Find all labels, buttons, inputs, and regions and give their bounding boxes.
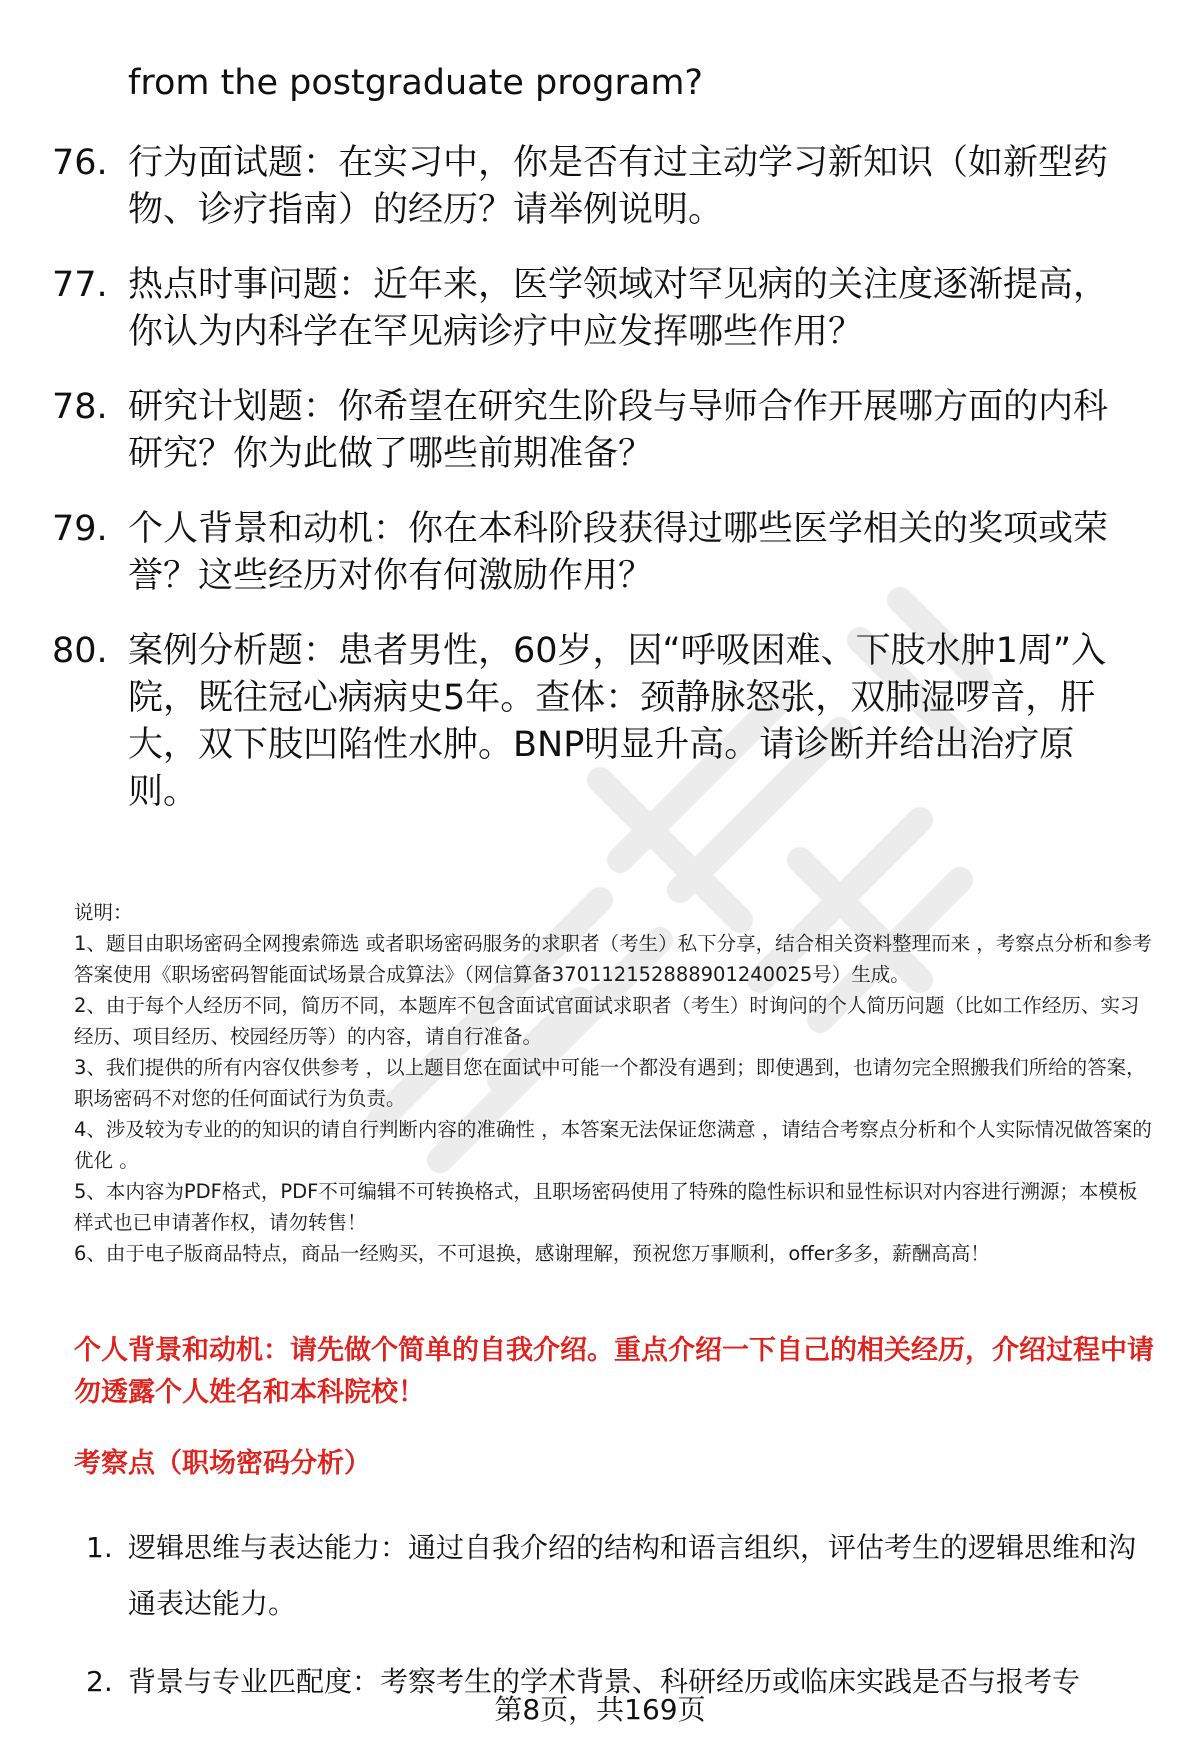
- notes-title: 说明：: [74, 901, 133, 924]
- question-number: 77.: [52, 265, 108, 305]
- question-item: [0, 384, 1200, 478]
- continued-question-text: from the postgraduate program?: [128, 63, 703, 103]
- point-text: 逻辑思维与表达能力：通过自我介绍的结构和语言组织，评估考生的逻辑思维和沟通表达能力。: [128, 1531, 1137, 1620]
- point-number: 1.: [86, 1531, 113, 1564]
- page-footer: 第8页，共169页: [494, 1693, 706, 1726]
- question-text: 行为面试题：在实习中，你是否有过主动学习新知识（如新型药物、诊疗指南）的经历？请举例说明。: [128, 143, 1109, 230]
- note-item: 4、涉及较为专业的的知识的请自行判断内容的准确性 ，本答案无法保证您满意 ，请结合考察点分析和个人实际情况做答案的优化 。: [74, 1118, 1152, 1172]
- question-item: [0, 628, 1200, 816]
- point-text: 背景与专业匹配度：考察考生的学术背景、科研经历或临床实践是否与报考专: [128, 1665, 1081, 1698]
- notes-section: [74, 897, 1154, 1269]
- question-number: 79.: [52, 509, 108, 549]
- note-item: 1、题目由职场密码全网搜索筛选 或者职场密码服务的求职者（考生）私下分享，结合相关资料整理而来 ，考察点分析和参考答案使用《职场密码智能面试场景合成算法》（网信算备370112152888901240025号）生成。: [74, 932, 1152, 986]
- highlight-question: 个人背景和动机：请先做个简单的自我介绍。重点介绍一下自己的相关经历，介绍过程中请勿透露个人姓名和本科院校！: [74, 1335, 1154, 1408]
- point-number: 2.: [86, 1665, 113, 1698]
- question-number: 78.: [52, 387, 108, 427]
- question-number: 76.: [52, 143, 108, 183]
- question-text: 案例分析题：患者男性，60岁，因“呼吸困难、下肢水肿1周”入院，既往冠心病病史5年。查体：颈静脉怒张，双肺湿啰音，肝大，双下肢凹陷性水肿。BNP明显升高。请诊断并给出治疗原则。: [128, 631, 1107, 812]
- note-item: 2、由于每个人经历不同，简历不同，本题库不包含面试官面试求职者（考生）时询问的个人简历问题（比如工作经历、实习经历、项目经历、校园经历等）的内容，请自行准备。: [74, 994, 1140, 1048]
- note-item: 5、本内容为PDF格式，PDF不可编辑不可转换格式，且职场密码使用了特殊的隐性标识和显性标识对内容进行溯源；本模板样式也已申请著作权，请勿转售！: [74, 1180, 1138, 1234]
- question-text: 个人背景和动机：你在本科阶段获得过哪些医学相关的奖项或荣誉？这些经历对你有何激励作用？: [128, 509, 1109, 596]
- question-item: [0, 506, 1200, 600]
- question-text: 热点时事问题：近年来，医学领域对罕见病的关注度逐渐提高，你认为内科学在罕见病诊疗中应发挥哪些作用？: [128, 265, 1109, 352]
- analysis-heading: 考察点（职场密码分析）: [74, 1448, 371, 1479]
- question-text: 研究计划题：你希望在研究生阶段与导师合作开展哪方面的内科研究？你为此做了哪些前期准备？: [128, 387, 1109, 474]
- note-item: 6、由于电子版商品特点，商品一经购买，不可退换，感谢理解，预祝您万事顺利，offer多多，薪酬高高！: [74, 1242, 990, 1265]
- question-number: 80.: [52, 631, 108, 671]
- question-item: [0, 140, 1200, 234]
- question-list: [0, 140, 1200, 844]
- note-item: 3、我们提供的所有内容仅供参考 ，以上题目您在面试中可能一个都没有遇到；即使遇到，也请勿完全照搬我们所给的答案，职场密码不对您的任何面试行为负责。: [74, 1056, 1146, 1110]
- analysis-point: [0, 1520, 1200, 1632]
- question-item: [0, 262, 1200, 356]
